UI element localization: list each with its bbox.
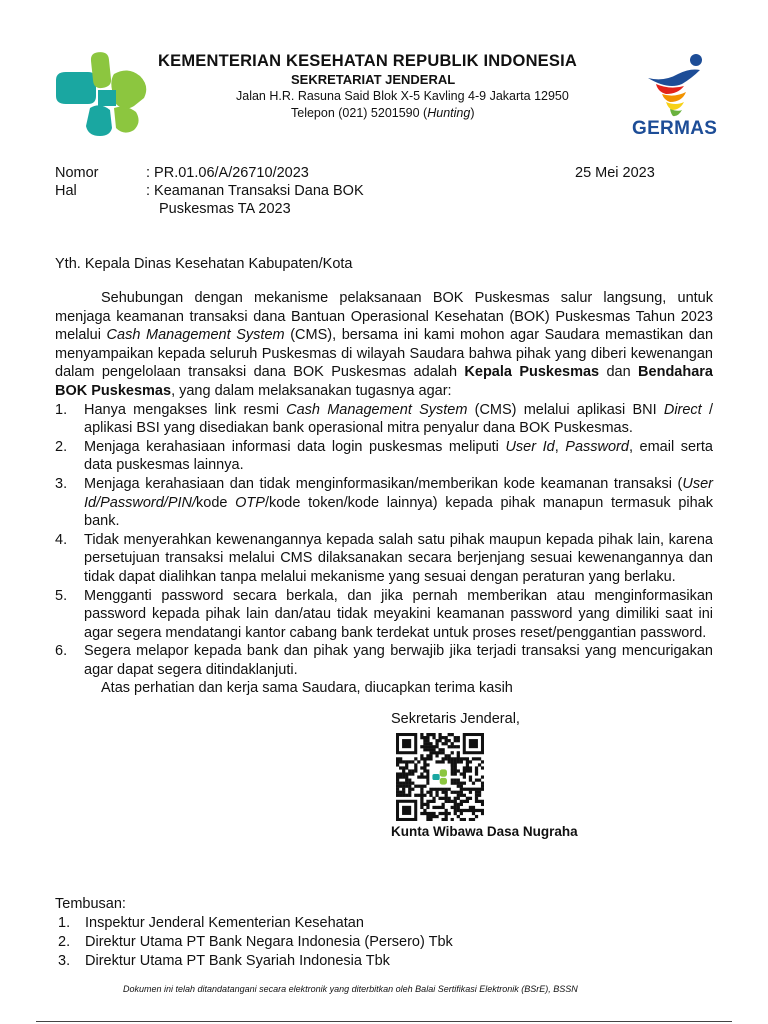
nomor-value: : PR.01.06/A/26710/2023 — [146, 165, 309, 181]
cc-block — [55, 895, 453, 971]
list-item: 1. Hanya mengakses link resmi Cash Management System (CMS) melalui aplikasi BNI Direct / aplikasi BSI yang disediakan bank operasional mitra penyalur dana BOK Puskesmas. — [55, 401, 713, 437]
list-item: 4. Tidak menyerahkan kewenangannya kepada salah satu pihak maupun kepada pihak lain, karena persetujuan transaksi melalui CMS dilaksanakan secara berjenjang sesuai kewenangannya dan tidak dapat dialihkan tanpa melalui mekanisme yang sesuai dengan peraturan yang berlaku. — [55, 531, 713, 585]
list-item: 3. Menjaga kerahasiaan dan tidak menginformasikan/memberikan kode keamanan transaksi (User Id/Password/PIN/kode OTP/kode token/kode lainnya) kepada pihak manapun termasuk pihak bank. — [55, 475, 713, 530]
esign-footer-note: Dokumen ini telah ditandatangani secara elektronik yang diterbitkan oleh Balai Sertifikasi Elektronik (BSrE), BSSN — [123, 984, 578, 994]
recipient: Yth. Kepala Dinas Kesehatan Kabupaten/Kota — [55, 256, 353, 272]
cc-item: 2. Direktur Utama PT Bank Negara Indonesia (Persero) Tbk — [58, 934, 453, 950]
letter-body — [55, 289, 713, 698]
letter-date: 25 Mei 2023 — [575, 165, 655, 181]
signer-name: Kunta Wibawa Dasa Nugraha — [391, 824, 578, 839]
signer-title: Sekretaris Jenderal, — [391, 711, 520, 727]
ministry-name: KEMENTERIAN KESEHATAN REPUBLIK INDONESIA — [158, 52, 577, 70]
germas-text: GERMAS — [632, 118, 718, 139]
footer-divider — [36, 1021, 732, 1022]
list-item: 6. Segera melapor kepada bank dan pihak yang berwajib jika terjadi transaksi yang mencurigakan agar dapat segera ditindaklanjuti. — [55, 643, 713, 678]
nomor-label: Nomor — [55, 165, 99, 181]
qr-code-signature — [396, 733, 484, 821]
closing-line: Atas perhatian dan kerja sama Saudara, diucapkan terima kasih — [101, 680, 513, 697]
instruction-list — [55, 401, 713, 680]
cc-item: 1. Inspektur Jenderal Kementerian Kesehatan — [58, 915, 364, 931]
cc-item: 3. Direktur Utama PT Bank Syariah Indonesia Tbk — [58, 953, 390, 969]
list-item: 2. Menjaga kerahasiaan informasi data login puskesmas meliputi User Id, Password, email serta data puskesmas lainnya. — [55, 438, 713, 474]
intro-paragraph: Sehubungan dengan mekanisme pelaksanaan BOK Puskesmas salur langsung, untuk menjaga keamanan transaksi dana Bantuan Operasional Kesehatan (BOK) Puskesmas Tahun 2023 melalui Cash Management System (CMS), bersama ini kami mohon agar Saudara memastikan dan menyampaikan kepada seluruh Puskesmas di wilayah Saudara bahwa pihak yang diberi kewenangan dalam pengelolaan transaksi dana BOK Puskesmas adalah Kepala Puskesmas dan Bendahara BOK Puskesmas, yang dalam melaksanakan tugasnya agar: — [55, 290, 714, 399]
letter-meta — [55, 164, 364, 218]
office-name: SEKRETARIAT JENDERAL — [291, 72, 456, 87]
phone: Telepon (021) 5201590 (Hunting) — [291, 106, 475, 120]
hal-value: : Keamanan Transaksi Dana BOK Puskesmas TA 2023 — [146, 183, 364, 217]
kemenkes-logo — [54, 50, 150, 138]
cc-label: Tembusan: — [55, 896, 126, 912]
hal-label: Hal — [55, 183, 77, 199]
germas-logo — [644, 52, 714, 118]
address: Jalan H.R. Rasuna Said Blok X-5 Kavling 4-9 Jakarta 12950 — [236, 89, 569, 103]
list-item: 5. Mengganti password secara berkala, dan jika pernah memberikan atau menginformasikan password kepada pihak lain dan/atau tidak meyakini keamanan password yang dimiliki saat ini agar segera mendatangi kantor cabang bank terdekat untuk proses reset/penggantian password. — [55, 587, 713, 641]
